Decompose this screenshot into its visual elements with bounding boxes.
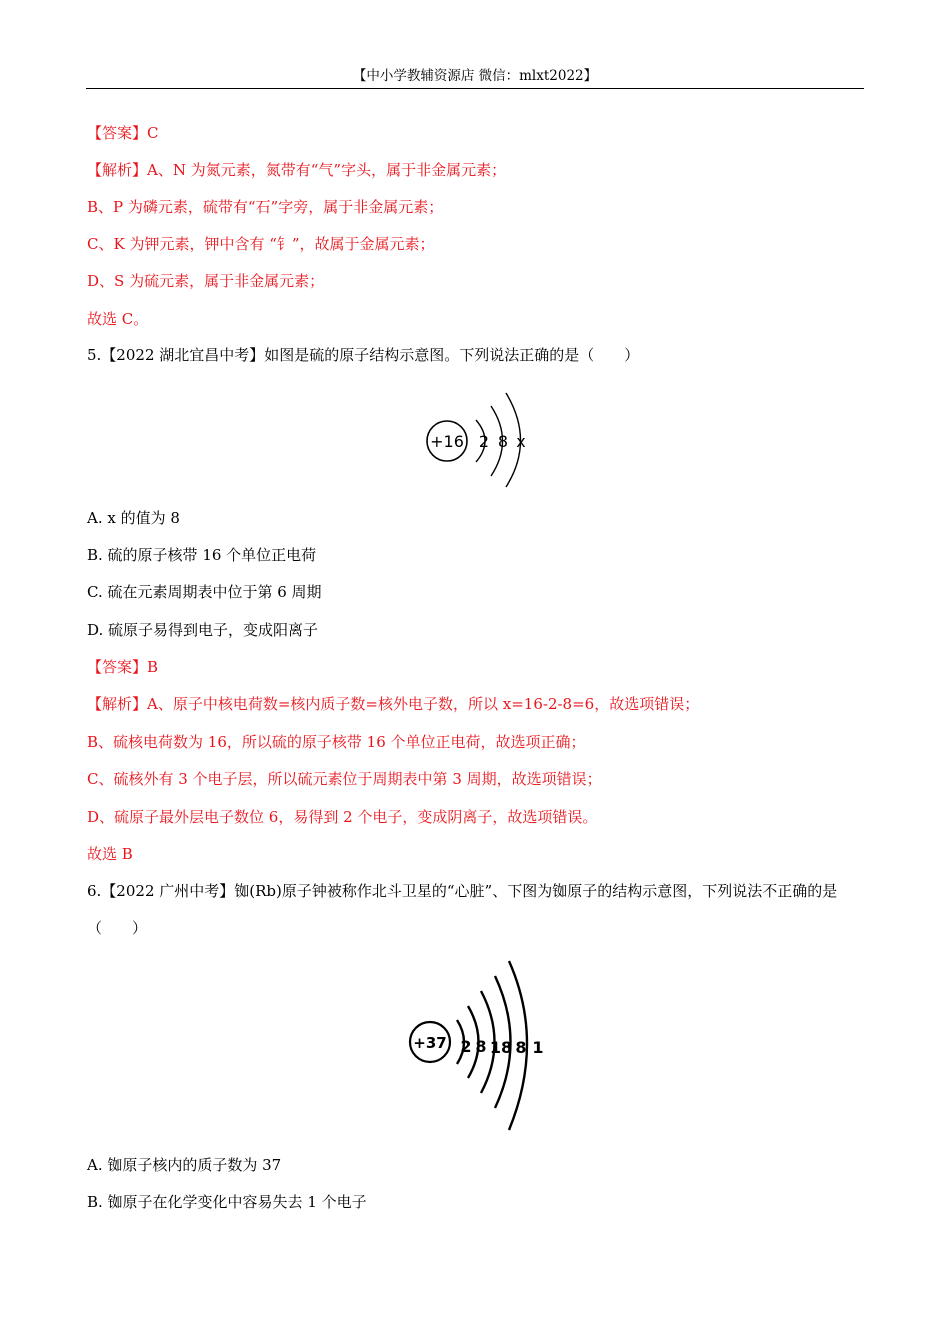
- q5-answer: 【答案】B: [87, 658, 159, 676]
- q4-analysis-label: 【解析】: [87, 161, 148, 179]
- sulfur-nucleus-label: +16: [430, 432, 464, 451]
- page-header: 【中小学教辅资源店 微信：mlxt2022】: [86, 66, 864, 89]
- q5-analysis-c: C、硫核外有 3 个电子层，所以硫元素位于周期表中第 3 周期，故选项错误；: [87, 770, 602, 788]
- rubidium-shell-4-count: 8: [515, 1038, 527, 1057]
- q4-analysis-a-text: A、N 为氮元素，氮带有“气”字头，属于非金属元素；: [147, 161, 507, 179]
- q6-option-a: A. 铷原子核内的质子数为 37: [87, 1156, 282, 1174]
- q4-analysis-c: C、K 为钾元素，钾中含有 “钅”，故属于金属元素；: [87, 235, 435, 253]
- rubidium-atom-diagram: [405, 958, 555, 1138]
- q4-conclusion: 故选 C。: [87, 310, 149, 328]
- rubidium-shell-3-count: 18: [489, 1038, 513, 1057]
- rubidium-nucleus-label: +37: [413, 1034, 447, 1052]
- q5-option-a: A. x 的值为 8: [87, 509, 180, 527]
- q5-option-d: D. 硫原子易得到电子，变成阳离子: [87, 621, 319, 639]
- q5-analysis-d: D、硫原子最外层电子数位 6，易得到 2 个电子，变成阴离子，故选项错误。: [87, 808, 598, 826]
- sulfur-atom-diagram: [420, 390, 540, 490]
- rubidium-shell-2-count: 8: [475, 1037, 487, 1056]
- q5-analysis-b: B、硫核电荷数为 16，所以硫的原子核带 16 个单位正电荷，故选项正确；: [87, 733, 586, 751]
- q5-analysis-a: [87, 694, 699, 714]
- q5-option-b: B. 硫的原子核带 16 个单位正电荷: [87, 546, 317, 564]
- sulfur-shell-3-count: x: [516, 432, 526, 451]
- rubidium-shell-5-count: 1: [532, 1038, 544, 1057]
- q4-analysis-d: D、S 为硫元素，属于非金属元素；: [87, 272, 325, 290]
- q4-answer: 【答案】C: [87, 124, 159, 142]
- q6-stem: 6.【2022 广州中考】铷(Rb)原子钟被称作北斗卫星的“心脏”、下图为铷原子的结构示意图，下列说法不正确的是（ ）: [87, 882, 838, 937]
- q4-analysis-a: [87, 160, 506, 180]
- q6-option-b: B. 铷原子在化学变化中容易失去 1 个电子: [87, 1193, 367, 1211]
- q5-analysis-label: 【解析】: [87, 695, 148, 713]
- q5-option-c: C. 硫在元素周期表中位于第 6 周期: [87, 583, 322, 601]
- q5-analysis-a-text: A、原子中核电荷数=核内质子数=核外电子数，所以 x=16-2-8=6，故选项错误；: [147, 695, 700, 713]
- rubidium-shell-1-count: 2: [460, 1037, 472, 1056]
- sulfur-shell-2-count: 8: [497, 432, 509, 451]
- q5-conclusion: 故选 B: [87, 845, 133, 863]
- sulfur-shell-1-count: 2: [478, 432, 490, 451]
- q5-stem: 5.【2022 湖北宜昌中考】如图是硫的原子结构示意图。下列说法正确的是（ ）: [87, 346, 640, 364]
- q4-analysis-b: B、P 为磷元素，硫带有“石”字旁，属于非金属元素；: [87, 198, 444, 216]
